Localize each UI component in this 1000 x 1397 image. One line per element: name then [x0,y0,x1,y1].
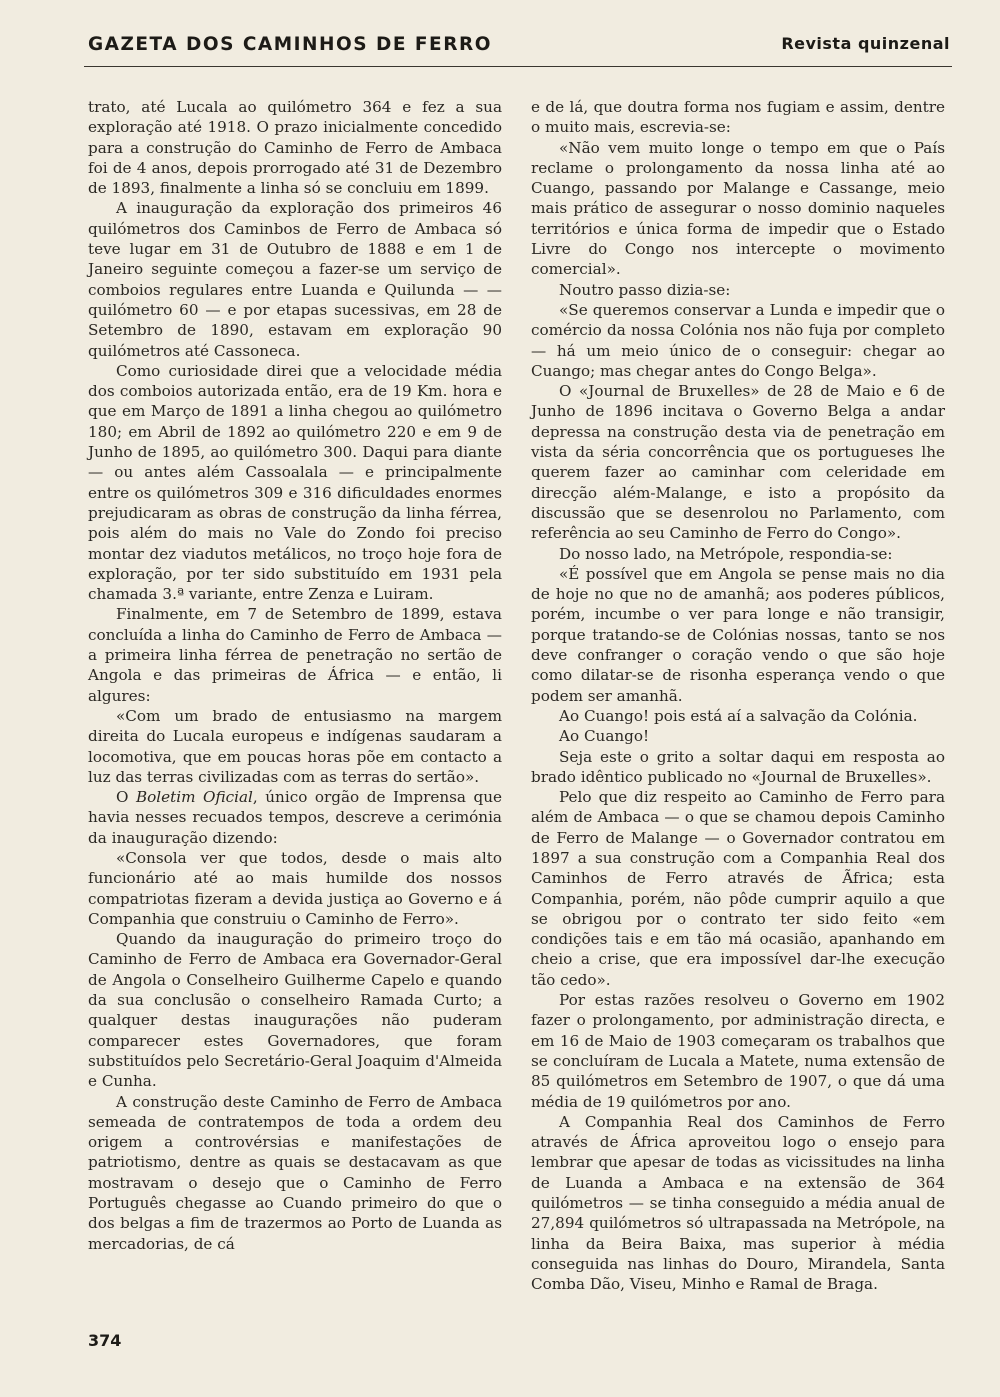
paragraph: Pelo que diz respeito ao Caminho de Ferro para além de Ambaca — o que se chamou depois Caminho de Ferro de Malange — o Governador contratou em 1897 a sua construção com a Companhia Real dos Caminhos de Ferro através de Ãfrica; esta Companhia, porém, não pôde cumprir aquilo a que se obrigou por o contrato ter sido feito «em condições tais e em tão má ocasião, apanhando em cheio a crise, que era impossível dar-lhe execução tão cedo». [531,788,945,989]
paragraph [88,787,502,848]
quote-paragraph: «Não vem muito longe o tempo em que o País reclame o prolongamento da nossa linha até ao Cuango, passando por Malange e Cassange, meio mais prático de assegurar o nosso dominio naqueles territórios e única forma de impedir que o Estado Livre do Congo nos intercepte o movimento comercial». [531,138,945,279]
paragraph: Quando da inauguração do primeiro troço do Caminho de Ferro de Ambaca era Governador-Geral de Angola o Conselheiro Guilherme Capelo e quando da sua conclusão o conselheiro Ramada Curto; a qualquer destas inaugurações não puderam comparecer estes Governadores, que foram substituídos pelo Secretário-Geral Joaquim d'Almeida e Cunha. [88,930,502,1091]
page-header [88,34,950,64]
quote-paragraph: «Se queremos conservar a Lunda e impedir que o comércio da nossa Colónia nos não fuja por completo — há um meio único de o conseguir: chegar ao Cuango; mas chegar antes do Congo Belga». [531,300,945,380]
quote-paragraph: «É possível que em Angola se pense mais no dia de hoje no que no de amanhã; aos poderes públicos, porém, incumbe o ver para longe e não transigir, porque tratando-se de Colónias nossas, tanto se nos deve confranger o coração vendo o que são hoje como dilatar-se de risonha esperança vendo o que podem ser amanhã. [531,564,945,705]
paragraph: Noutro passo dizia-se: [559,280,731,299]
paragraph: Ao Cuango! pois está aí a salvação da Colónia. [559,706,918,725]
paragraph: O «Journal de Bruxelles» de 28 de Maio e 6 de Junho de 1896 incitava o Governo Belga a andar depressa na construção desta via de penetração em vista da séria concorrência que os portugueses lhe querem fazer ao caminhar com celeridade em direcção além-Malange, e isto a propósito da discussão que se desenrolou no Parlamento, com referência ao seu Caminho de Ferro do Congo». [531,382,945,543]
paragraph: A inauguração da exploração dos primeiros 46 quilómetros dos Caminbos de Ferro de Ambaca só teve lugar em 31 de Outubro de 1888 e em 1 de Janeiro seguinte começou a fazer-se um serviço de comboios regulares entre Luanda e Quilunda — — quilómetro 60 — e por etapas sucessivas, em 28 de Setembro de 1890, estavam em exploração 90 quilómetros até Cassoneca. [88,199,502,360]
paragraph: trato, até Lucala ao quilómetro 364 e fez a sua exploração até 1918. O prazo inicialmente concedido para a construção do Caminho de Ferro de Ambaca foi de 4 anos, depois prorrogado até 31 de Dezembro de 1893, finalmente a linha só se concluiu em 1899. [88,98,502,198]
paragraph: Seja este o grito a soltar daqui em resposta ao brado idêntico publicado no «Journal de Bruxelles». [531,747,945,786]
page-number: 374 [88,1331,122,1350]
header-rule [84,66,952,67]
publication-name: Boletim Oficial [136,788,253,807]
paragraph: A construção deste Caminho de Ferro de Ambaca semeada de contratempos de toda a ordem deu origem a controvérsias e manifestações de patriotismo, dentre as quais se destacavam as que mostravam o desejo que o Caminho de Ferro Português chegasse ao Cuando primeiro do que o dos belgas a fim de trazermos ao Porto de Luanda as mercadorias, de cá [88,1092,502,1253]
quote-paragraph: «Com um brado de entusiasmo na margem direita do Lucala europeus e indígenas saudaram a locomotiva, que em poucas horas põe em contacto a luz das terras civilizadas com as terras do sertão». [88,706,502,786]
journal-subtitle: Revista quinzenal [781,34,950,53]
paragraph: e de lá, que doutra forma nos fugiam e assim, dentre o muito mais, escrevia-se: [531,98,945,137]
paragraph: Finalmente, em 7 de Setembro de 1899, estava concluída a linha do Caminho de Ferro de Ambaca — a primeira linha férrea de penetração no sertão de Angola e das primeiras de África — e então, li algures: [88,605,502,705]
quote-paragraph: «Consola ver que todos, desde o mais alto funcionário até ao mais humilde dos nossos compatriotas fizeram a devida justiça ao Governo e á Companhia que construiu o Caminho de Ferro». [88,848,502,928]
paragraph: Como curiosidade direi que a velocidade média dos comboios autorizada então, era de 19 Km. hora e que em Março de 1891 a linha chegou ao quilómetro 180; em Abril de 1892 ao quilómetro 220 e em 9 de Junho de 1895, ao quilómetro 300. Daqui para diante — ou antes além Cassoalala — e principalmente entre os quilómetros 309 e 316 dificuldades enormes prejudicaram as obras de construção da linha férrea, pois além do mais no Vale do Zondo foi preciso montar dez viadutos metálicos, no troço hoje fora de exploração, por ter sido substituído em 1931 pela chamada 3.ª variante, entre Zenza e Luiram. [88,361,502,604]
journal-title: GAZETA DOS CAMINHOS DE FERRO [88,34,492,55]
left-column [88,97,502,1254]
paragraph: Do nosso lado, na Metrópole, respondia-se: [559,544,893,563]
text-run: O [116,788,136,807]
paragraph: A Companhia Real dos Caminhos de Ferro através de África aproveitou logo o ensejo para lembrar que apesar de todas as vicissitudes na linha de Luanda a Ambaca e na extensão de 364 quilómetros — se tinha conseguido a média anual de 27,894 quilómetros só ultrapassada na Metrópole, na linha da Beira Baixa, mas superior à média conseguida nas linhas do Douro, Mirandela, Santa Comba Dão, Viseu, Minho e Ramal de Braga. [531,1112,945,1294]
paragraph: Ao Cuango! [559,727,650,746]
right-column [531,97,945,1295]
paragraph: Por estas razões resolveu o Governo em 1902 fazer o prolongamento, por administração directa, e em 16 de Maio de 1903 começaram os trabalhos que se concluíram de Lucala a Matete, numa extensão de 85 quilómetros em Setembro de 1907, o que dá uma média de 19 quilómetros por ano. [531,991,945,1111]
text-run: , único orgão de Imprensa que havia nesses recuados tempos, descreve a cerimónia da inauguração dizendo: [88,788,503,847]
